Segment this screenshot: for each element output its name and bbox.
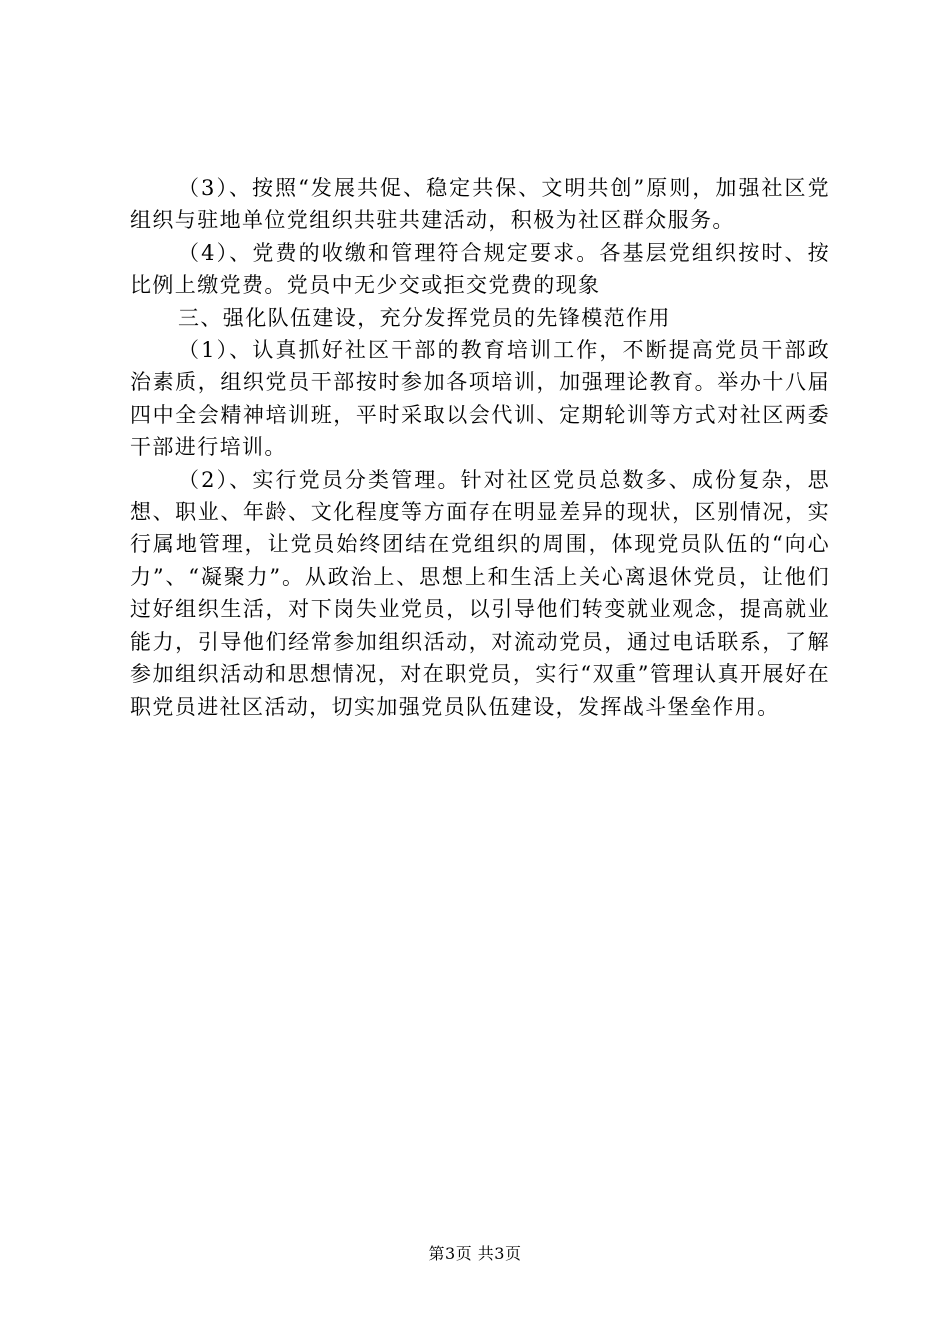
- paragraph-item-1: （1）、认真抓好社区干部的教育培训工作，不断提高党员干部政治素质，组织党员干部按时参加各项培训，加强理论教育。举办十八届四中全会精神培训班，平时采取以会代训、定期轮训等方式对社区两委干部进行培训。: [130, 338, 830, 460]
- page-footer: 第3页 共3页: [428, 1244, 522, 1263]
- document-body: [130, 172, 830, 723]
- paragraph-item-4: （4）、党费的收缴和管理符合规定要求。各基层党组织按时、按比例上缴党费。党员中无少交或拒交党费的现象: [130, 240, 830, 298]
- paragraph-item-2: （2）、实行党员分类管理。针对社区党员总数多、成份复杂，思想、职业、年龄、文化程度等方面存在明显差异的现状，区别情况，实行属地管理，让党员始终团结在党组织的周围，体现党员队伍的“向心力”、“凝聚力”。从政治上、思想上和生活上关心离退休党员，让他们过好组织生活，对下岗失业党员，以引导他们转变就业观念，提高就业能力，引导他们经常参加组织活动，对流动党员，通过电话联系，了解参加组织活动和思想情况，对在职党员，实行“双重”管理认真开展好在职党员进社区活动，切实加强党员队伍建设，发挥战斗堡垒作用。: [130, 467, 830, 719]
- paragraph-item-3: （3）、按照“发展共促、稳定共保、文明共创”原则，加强社区党组织与驻地单位党组织共驻共建活动，积极为社区群众服务。: [130, 176, 830, 233]
- section-heading-3: 三、强化队伍建设，充分发挥党员的先锋模范作用: [178, 305, 671, 330]
